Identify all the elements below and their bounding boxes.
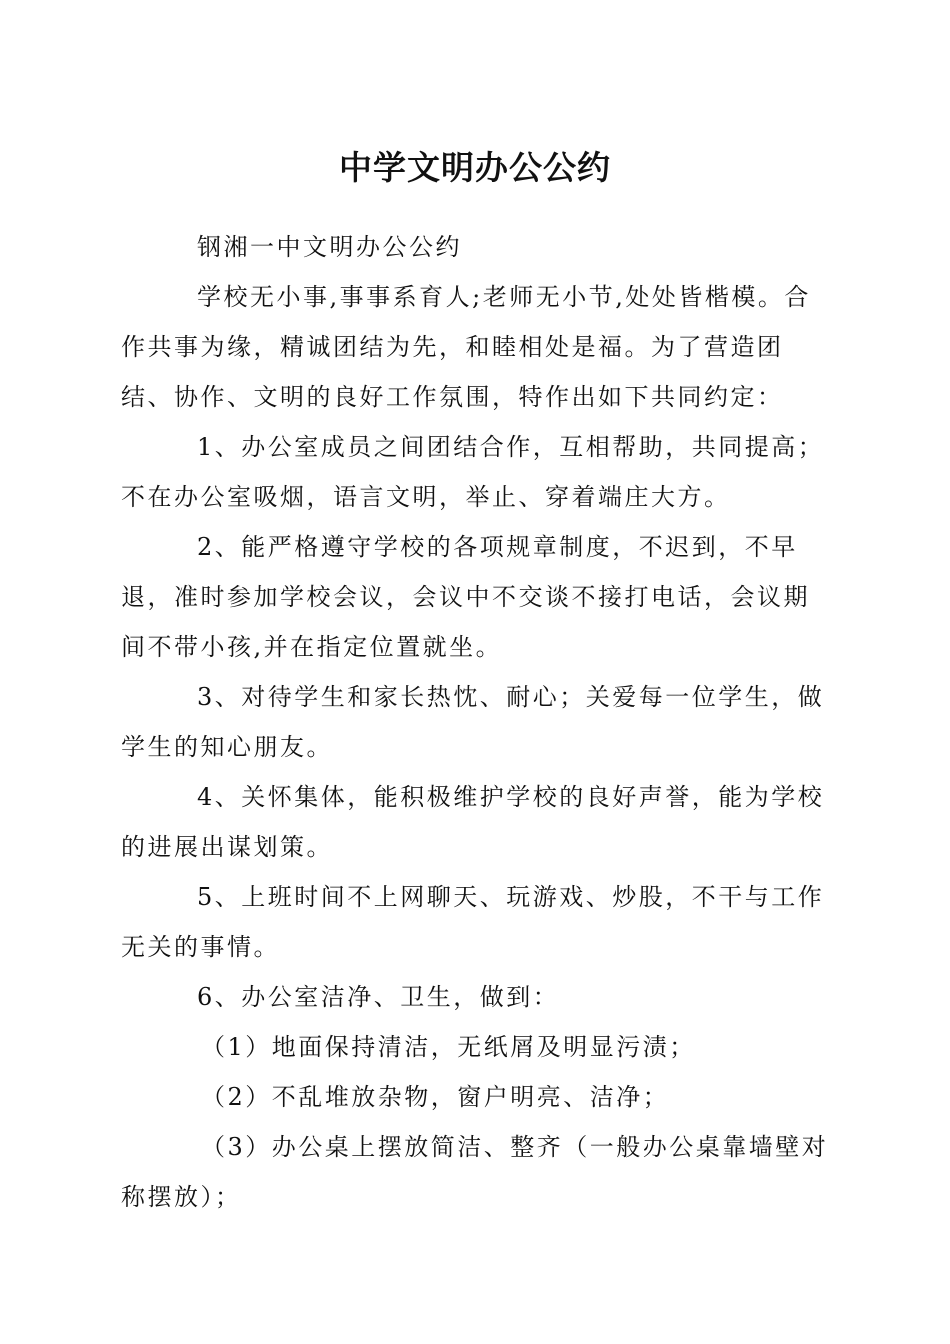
paragraph-subtitle: 钢湘一中文明办公公约 — [197, 233, 462, 261]
paragraph-rule-5: 5、上班时间不上网聊天、玩游戏、炒股，不干与工作无关的事情。 — [121, 883, 825, 961]
paragraph-intro: 学校无小事,事事系育人;老师无小节,处处皆楷模。合作共事为缘，精诚团结为先，和睦相处是福。为了营造团结、协作、文明的良好工作氛围，特作出如下共同约定： — [121, 283, 811, 411]
document-title: 中学文明办公公约 — [339, 148, 611, 187]
paragraph-rule-2: 2、能严格遵守学校的各项规章制度，不迟到，不早退，准时参加学校会议，会议中不交谈不接打电话，会议期间不带小孩,并在指定位置就坐。 — [121, 533, 810, 661]
paragraph-rule-6-item-1: （1）地面保持清洁，无纸屑及明显污渍； — [201, 1033, 696, 1061]
paragraph-rule-4: 4、关怀集体，能积极维护学校的良好声誉，能为学校的进展出谋划策。 — [121, 783, 825, 861]
paragraph-rule-6-item-3: （3）办公桌上摆放简洁、整齐（一般办公桌靠墙壁对称摆放）； — [121, 1133, 829, 1211]
paragraph-rule-6-item-2: （2）不乱堆放杂物，窗户明亮、洁净； — [201, 1083, 670, 1111]
paragraph-rule-3: 3、对待学生和家长热忱、耐心；关爱每一位学生，做学生的知心朋友。 — [121, 683, 825, 761]
paragraph-rule-6: 6、办公室洁净、卫生，做到： — [197, 983, 560, 1011]
paragraph-rule-1: 1、办公室成员之间团结合作，互相帮助，共同提高；不在办公室吸烟，语言文明，举止、穿着端庄大方。 — [121, 433, 825, 511]
document-body — [121, 222, 833, 1222]
